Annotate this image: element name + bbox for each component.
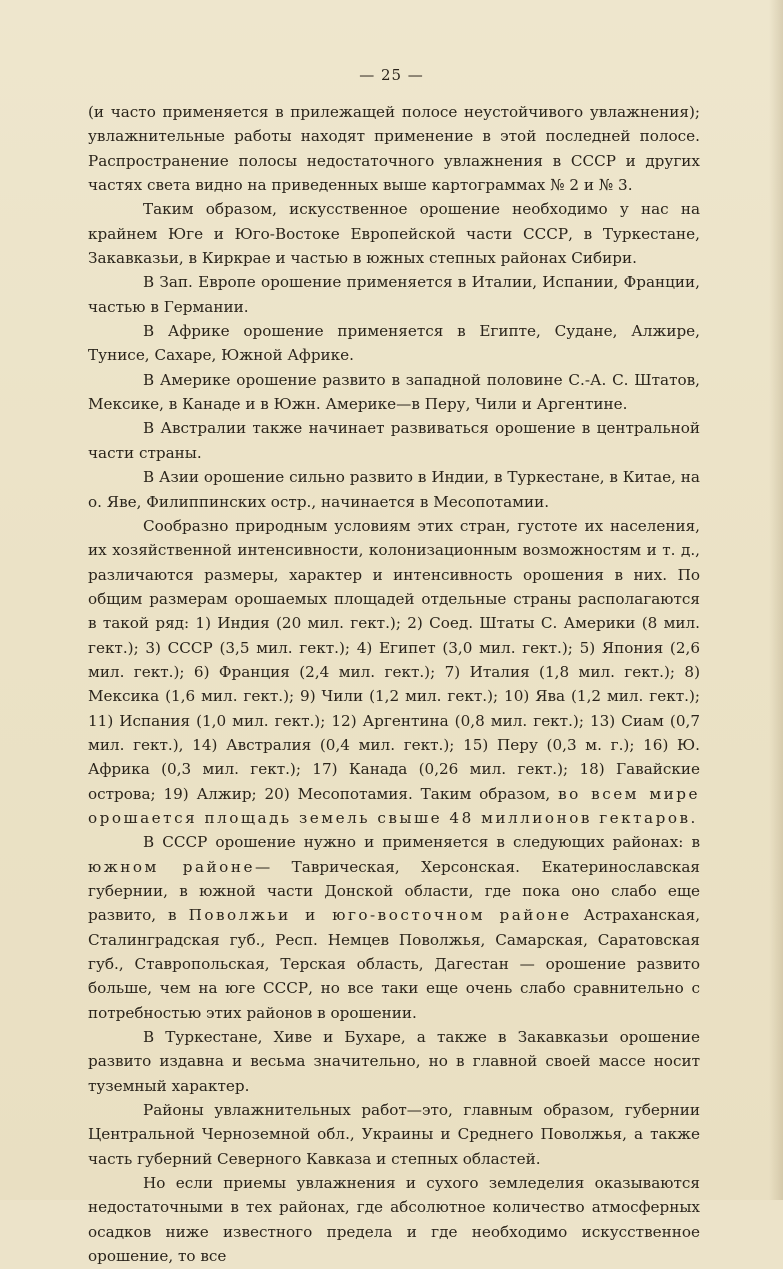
paragraph-9-text-2: — Таврическая, Херсонская. Екатеринославская губернии, в южной части Донской области, где пока оно слабо еще развито, в [88,857,700,925]
paragraph-9-text-3: Астраханская, Сталинградская губ., Респ. Немцев Поволжья, Самарская, Саратовская губ., Ставропольская, Терская область, Дагестан — орошение развито больше, чем на юге СССР, но все таки еще очень слабо сравнительно с потребностью этих районов в орошении. [88,906,701,1022]
paragraph-9-text: В СССР орошение нужно и применяется в следующих районах: в [143,833,700,852]
paragraph-11: Районы увлажнительных работ—это, главным образом, губернии Центральной Черноземной обл., Украины и Среднего Поволжья, а также часть губерний Северного Кавказа и степных областей. [88,1101,700,1168]
paragraph-10: В Туркестане, Хиве и Бухаре, а также в Закавказьи орошение развито издавна и весьма значительно, но в главной своей массе носит туземный характер. [88,1028,700,1095]
paragraph-9-spaced-2: Поволжьи и юго-восточном районе [188,906,572,925]
paragraph-6: В Австралии также начинает развиваться орошение в центральной части страны. [88,419,700,462]
body-text [88,100,700,1269]
paragraph-5: В Америке орошение развито в западной половине С.-А. С. Штатов, Мексике, в Канаде и в Южн. Америке—в Перу, Чили и Аргентине. [88,370,700,414]
paragraph-8-text: Сообразно природным условиям этих стран, густоте их населения, их хозяйственной интенсивности, колонизационным возможностям и т. д., различаются размеры, характер и интенсивность орошения в них. По общим размерам орошаемых площадей отдельные страны располагаются в такой ряд: 1) Индия (20 мил. гект.); 2) Соед. Штаты С. Америки (8 мил. гект.); 3) СССР (3,5 мил. гект.); 4) Египет (3,0 мил. гект.); 5) Япония (2,6 мил. гект.); 6) Франция (2,4 мил. гект.); 7) Италия (1,8 мил. гект.); 8) Мексика (1,6 мил. гект.); 9) Чили (1,2 мил. гект.); 10) Ява (1,2 мил. гект.); 11) Испания (1,0 мил. гект.); 12) Аргентина (0,8 мил. гект.); 13) Сиам (0,7 мил. гект.), 14) Австралия (0,4 мил. гект.); 15) Перу (0,3 м. г.); 16) Ю. Африка (0,3 мил. гект.); 17) Канада (0,26 мил. гект.); 18) Гавайские острова; 19) Алжир; 20) Месопотамия. Таким образом, [88,516,700,803]
paragraph-2: Таким образом, искусственное орошение необходимо у нас на крайнем Юге и Юго-Востоке Европейской части СССР, в Туркестане, Закавказьи, в Киркрае и частью в южных степных районах Сибири. [88,200,700,268]
paragraph-7: В Азии орошение сильно развито в Индии, в Туркестане, в Китае, на о. Яве, Филиппинских остр., начинается в Месопотамии. [88,468,700,511]
paragraph-3: В Зап. Европе орошение применяется в Италии, Испании, Франции, частью в Германии. [88,273,700,316]
paragraph-8-spaced: во всем мире орошается площадь земель свыше 48 миллионов гектаров. [88,784,700,827]
paragraph-4: В Африке орошение применяется в Египте, Судане, Алжире, Тунисе, Сахаре, Южной Африке. [88,322,700,365]
page-number: — 25 — [359,66,424,84]
paragraph-9-spaced-1: южном районе [88,857,255,876]
paragraph-1: (и часто применяется в прилежащей полосе неустойчивого увлажнения); увлажнительные работы находят применение в этой последней полосе. Распространение полосы недостаточного увлажнения в СССР и других частях света видно на приведенных выше картограммах № 2 и № 3. [88,103,700,195]
paragraph-12: Но если приемы увлажнения и сухого земледелия оказываются недостаточными в тех районах, где абсолютное количество атмосферных осадков ниже известного предела и где необходимо искусственное орошение, то все [88,1174,700,1266]
paragraph-9 [88,830,700,1025]
page-edge-shadow [769,0,783,1200]
paragraph-8 [88,514,700,830]
